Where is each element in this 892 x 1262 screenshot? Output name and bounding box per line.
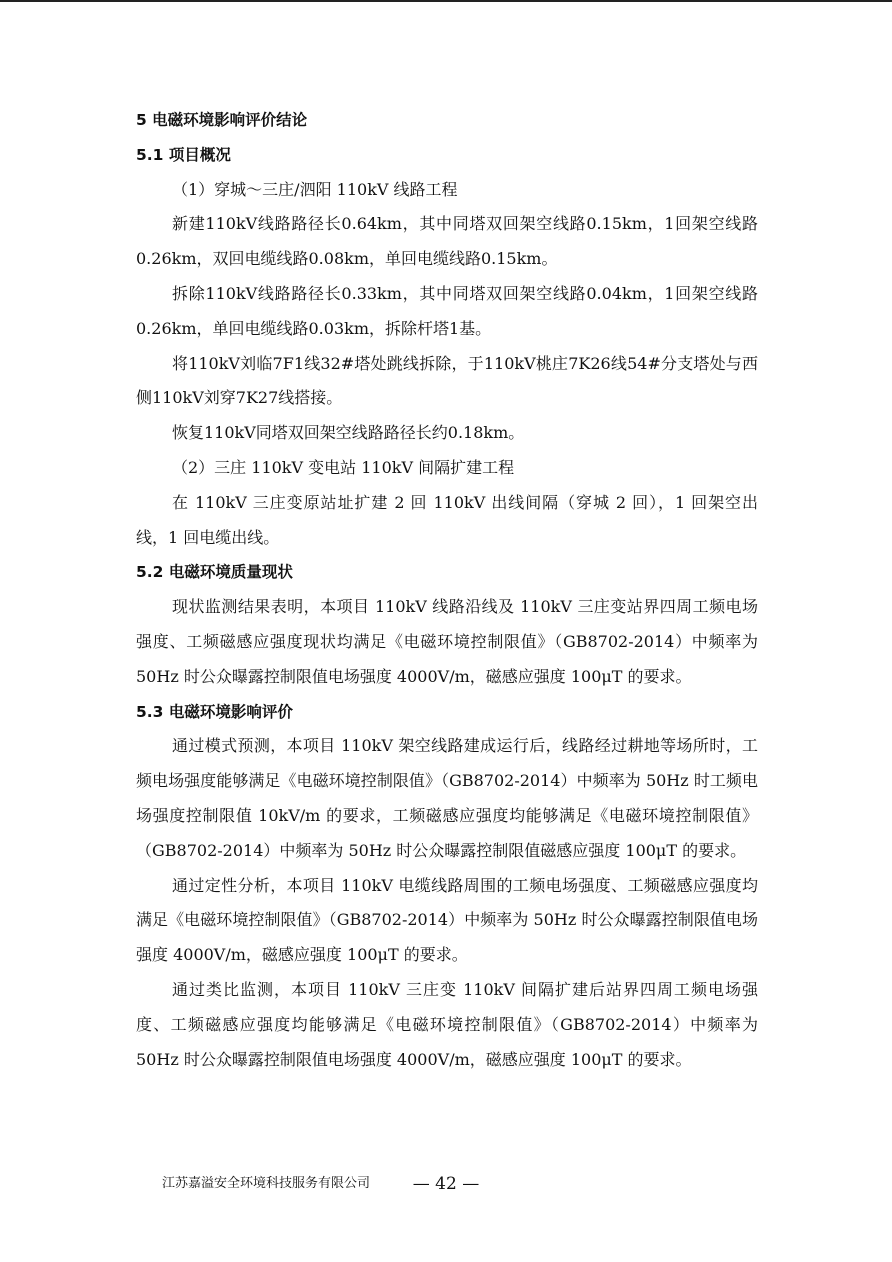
subsection-heading-5-2: 5.2 电磁环境质量现状: [136, 563, 293, 582]
paragraph: 通过定性分析，本项目 110kV 电缆线路周围的工频电场强度、工频磁感应强度均满足《电磁环境控制限值》（GB8702-2014）中频率为 50Hz 时公众曝露控制限值电场强度 4000V/m，磁感应强度 100μT 的要求。: [136, 875, 758, 965]
footer-company: 江苏嘉溢安全环境科技服务有限公司: [162, 1176, 371, 1191]
top-border-line: [0, 0, 892, 2]
page-number: — 42 —: [412, 1174, 480, 1194]
paragraph: 通过类比监测，本项目 110kV 三庄变 110kV 间隔扩建后站界四周工频电场强度、工频磁感应强度均能够满足《电磁环境控制限值》（GB8702-2014）中频率为 50Hz 时公众曝露控制限值电场强度 4000V/m，磁感应强度 100μT 的要求。: [136, 979, 758, 1069]
section-heading: 5 电磁环境影响评价结论: [136, 111, 308, 129]
paragraph: 通过模式预测，本项目 110kV 架空线路建成运行后，线路经过耕地等场所时，工频电场强度能够满足《电磁环境控制限值》（GB8702-2014）中频率为 50Hz 时工频电场强度控制限值 10kV/m 的要求，工频磁感应强度均能够满足《电磁环境控制限值》（GB8702-2014）中频率为 50Hz 时公众曝露控制限值磁感应强度 100μT 的要求。: [136, 736, 758, 860]
subsection-heading-5-3: 5.3 电磁环境影响评价: [136, 702, 293, 721]
item-heading-1: （1）穿城～三庄/泗阳 110kV 线路工程: [172, 179, 458, 199]
item-heading-2: （2）三庄 110kV 变电站 110kV 间隔扩建工程: [172, 457, 515, 477]
paragraph: 将110kV刘临7F1线32#塔处跳线拆除，于110kV桃庄7K26线54#分支塔处与西侧110kV刘穿7K27线搭接。: [136, 353, 758, 408]
paragraph: 在 110kV 三庄变原站址扩建 2 回 110kV 出线间隔（穿城 2 回），1 回架空出线，1 回电缆出线。: [136, 492, 758, 547]
paragraph: 拆除110kV线路路径长0.33km，其中同塔双回架空线路0.04km，1回架空线路0.26km，单回电缆线路0.03km，拆除杆塔1基。: [136, 283, 758, 338]
document-body: [136, 103, 758, 1077]
subsection-heading-5-1: 5.1 项目概况: [136, 145, 231, 164]
paragraph: 新建110kV线路路径长0.64km，其中同塔双回架空线路0.15km，1回架空线路0.26km，双回电缆线路0.08km，单回电缆线路0.15km。: [136, 214, 758, 269]
paragraph: 现状监测结果表明，本项目 110kV 线路沿线及 110kV 三庄变站界四周工频电场强度、工频磁感应强度现状均满足《电磁环境控制限值》（GB8702-2014）中频率为 50Hz 时公众曝露控制限值电场强度 4000V/m，磁感应强度 100μT 的要求。: [136, 597, 758, 686]
paragraph: 恢复110kV同塔双回架空线路路径长约0.18km。: [172, 423, 525, 443]
